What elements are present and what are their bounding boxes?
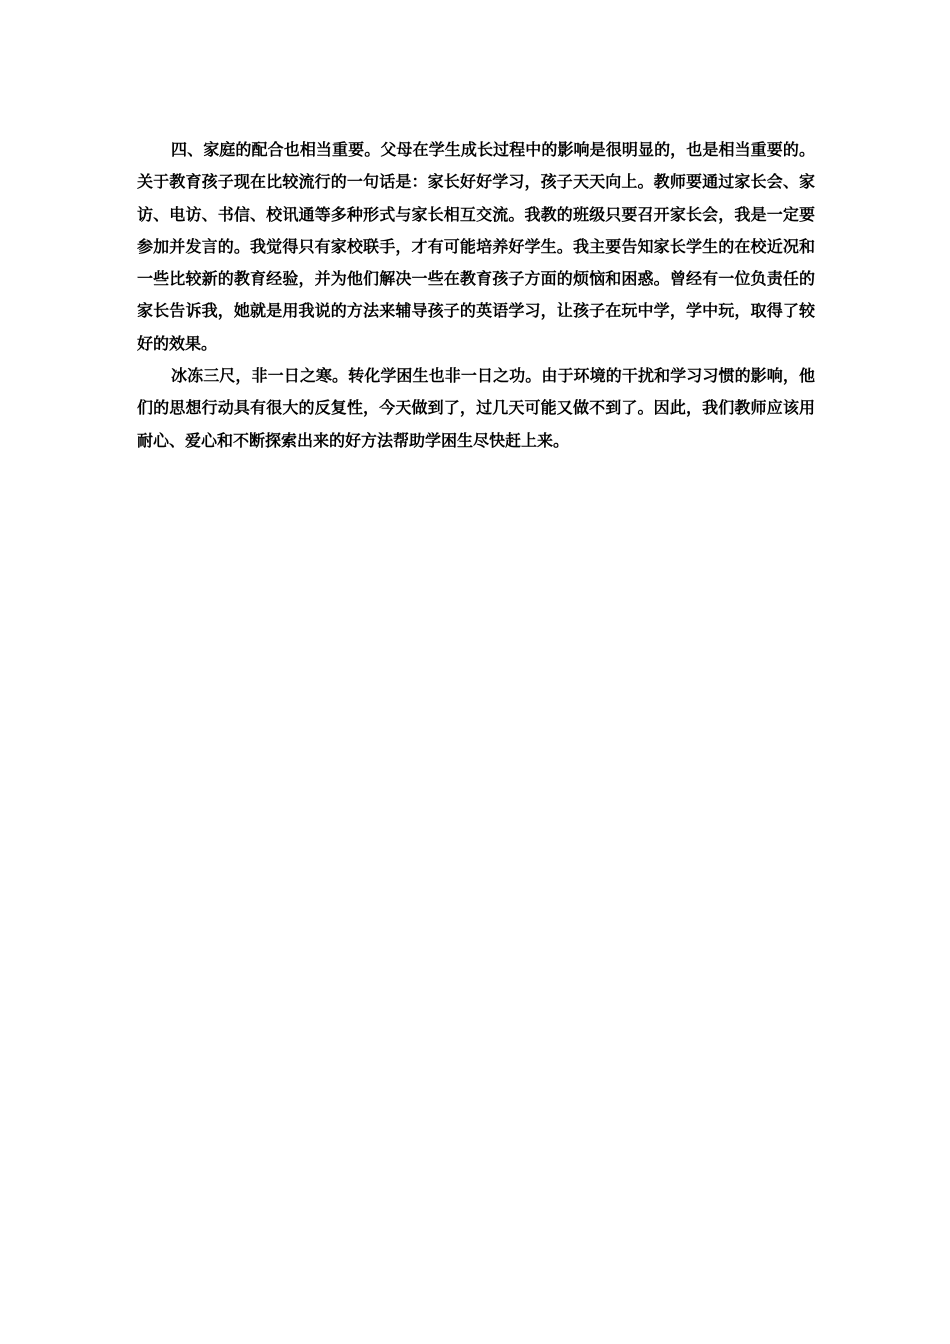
paragraph-conclusion: 冰冻三尺，非一日之寒。转化学困生也非一日之功。由于环境的干扰和学习习惯的影响，他们的思想行动具有很大的反复性，今天做到了，过几天可能又做不到了。因此，我们教师应该用耐心、爱心和不断探索出来的好方法帮助学困生尽快赶上来。 — [137, 366, 815, 450]
paragraph-family-cooperation: 四、家庭的配合也相当重要。父母在学生成长过程中的影响是很明显的，也是相当重要的。关于教育孩子现在比较流行的一句话是：家长好好学习，孩子天天向上。教师要通过家长会、家访、电访、书信、校讯通等多种形式与家长相互交流。我教的班级只要召开家长会，我是一定要参加并发言的。我觉得只有家校联手，才有可能培养好学生。我主要告知家长学生的在校近况和一些比较新的教育经验，并为他们解决一些在教育孩子方面的烦恼和困惑。曾经有一位负责任的家长告诉我，她就是用我说的方法来辅导孩子的英语学习，让孩子在玩中学，学中玩，取得了较好的效果。 — [137, 140, 815, 353]
document-body — [137, 134, 815, 457]
